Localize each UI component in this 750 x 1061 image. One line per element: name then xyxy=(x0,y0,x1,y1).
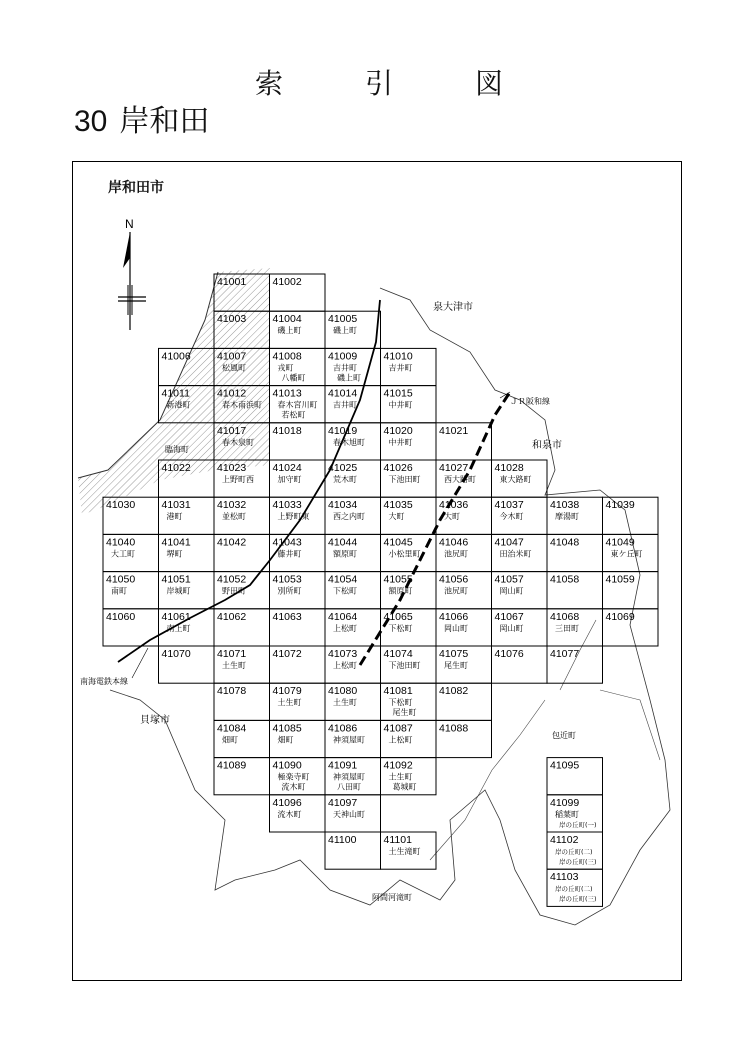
cell-number: 41052 xyxy=(217,573,247,586)
cell-number: 41095 xyxy=(550,759,580,772)
town-name: 額原町 xyxy=(333,549,357,559)
town-name: 港町 xyxy=(166,512,183,522)
map-cell-41048[interactable] xyxy=(547,534,603,571)
cell-number: 41030 xyxy=(106,499,136,512)
map-cell-41100[interactable] xyxy=(325,832,381,869)
cell-number: 41087 xyxy=(383,722,413,735)
map-cell-41018[interactable] xyxy=(270,423,326,460)
cell-number: 41090 xyxy=(272,759,302,772)
map-cell-41081[interactable] xyxy=(381,683,437,720)
map-cell-41059[interactable] xyxy=(603,572,659,609)
cell-number: 41069 xyxy=(605,610,635,623)
cell-number: 41015 xyxy=(383,387,413,400)
cell-number: 41050 xyxy=(106,573,136,586)
heading-char: 引 xyxy=(364,67,395,100)
cell-number: 41065 xyxy=(383,610,413,623)
town-name: 神須屋町 xyxy=(333,735,365,745)
cell-number: 41021 xyxy=(439,424,469,437)
map-cell-41061[interactable] xyxy=(159,609,215,646)
cell-number: 41017 xyxy=(217,424,247,437)
cell-number: 41011 xyxy=(161,387,190,400)
cell-number: 41102 xyxy=(550,834,579,846)
cell-number: 41066 xyxy=(439,610,469,623)
map-cell-41050[interactable] xyxy=(103,572,159,609)
town-name: 岸城町 xyxy=(166,586,191,596)
town-name: 中井町 xyxy=(388,437,413,447)
map-cell-41058[interactable] xyxy=(547,572,603,609)
cell-number: 41081 xyxy=(383,685,413,698)
cell-number: 41061 xyxy=(161,610,191,623)
town-name: 流木町 xyxy=(277,809,302,819)
sheet-name: 岸和田 xyxy=(119,104,210,139)
map-cell-41055[interactable] xyxy=(381,572,437,609)
town-name: 池尻町 xyxy=(444,549,468,559)
town-name: 土生町 xyxy=(222,661,246,670)
town-name: 稲葉町 xyxy=(555,809,579,819)
map-cell-41031[interactable] xyxy=(159,497,215,534)
town-name: 岸の丘町(三) xyxy=(559,858,597,866)
cell-number: 41096 xyxy=(272,796,302,809)
map-cell-41075[interactable] xyxy=(436,646,492,683)
map-cell-41049[interactable] xyxy=(603,534,659,571)
town-name: 中井町 xyxy=(388,400,413,410)
neighbor-izumiotsu: 泉大津市 xyxy=(433,302,473,313)
cell-number: 41026 xyxy=(383,462,413,474)
town-name: 春木旭町 xyxy=(333,437,365,447)
north-arrow-icon xyxy=(118,217,146,330)
town-name: 田治米町 xyxy=(499,549,532,559)
cell-number: 41077 xyxy=(550,648,580,660)
map-cell-41079[interactable] xyxy=(270,683,326,720)
town-name: 上松町 xyxy=(333,623,357,633)
map-cell-41035[interactable] xyxy=(381,497,437,534)
map-cell-41077[interactable] xyxy=(547,646,603,683)
map-cell-41047[interactable] xyxy=(492,534,548,571)
town-name: 東ケ丘町 xyxy=(610,549,643,559)
town-name: 土生町 xyxy=(277,698,302,708)
town-name: 吉井町 xyxy=(333,363,357,373)
town-name: 土生滝町 xyxy=(388,847,421,856)
jr-line-label: ＪＲ阪和線 xyxy=(510,397,550,406)
town-name: 上松町 xyxy=(333,661,357,670)
map-cell-41085[interactable] xyxy=(270,720,326,757)
map-cell-41046[interactable] xyxy=(436,534,492,571)
cell-number: 41073 xyxy=(328,648,358,660)
north-label: N xyxy=(125,217,134,231)
cell-number: 41048 xyxy=(550,536,580,549)
town-name: 神須屋町 xyxy=(333,772,365,782)
town-name: 摩湯町 xyxy=(555,512,579,522)
cell-number: 41057 xyxy=(494,573,524,586)
heading-char: 図 xyxy=(474,67,505,100)
map-cell-41087[interactable] xyxy=(381,720,437,757)
map-cell-41008[interactable] xyxy=(270,348,326,385)
cell-number: 41025 xyxy=(328,462,358,474)
map-cell-41099[interactable] xyxy=(547,795,603,832)
cell-number: 41042 xyxy=(217,536,247,549)
map-cell-41070[interactable] xyxy=(159,646,215,683)
jr-hanwa-line xyxy=(360,392,510,665)
map-cell-41034[interactable] xyxy=(325,497,381,534)
cell-number: 41100 xyxy=(328,834,357,846)
place-hojo: 包近町 xyxy=(552,731,576,740)
town-name: 尾生町 xyxy=(444,661,468,670)
town-name: 天神山町 xyxy=(333,809,365,819)
cell-number: 41020 xyxy=(383,424,413,437)
map-cell-41053[interactable] xyxy=(270,572,326,609)
map-cell-41101[interactable] xyxy=(381,832,437,869)
town-name: 額原町 xyxy=(388,586,413,596)
cell-number: 41091 xyxy=(328,759,358,772)
map-cell-41041[interactable] xyxy=(159,534,215,571)
cell-number: 41035 xyxy=(383,499,413,512)
town-name: 畑町 xyxy=(222,735,238,745)
map-cell-41074[interactable] xyxy=(381,646,437,683)
cell-number: 41028 xyxy=(494,462,524,474)
cell-number: 41043 xyxy=(272,536,302,549)
map-cell-41086[interactable] xyxy=(325,720,381,757)
nankai-label-leader xyxy=(132,648,148,678)
cell-number: 41086 xyxy=(328,722,358,735)
map-cell-41042[interactable] xyxy=(214,534,270,571)
town-name: 大町 xyxy=(388,512,405,522)
town-name: 岸の丘町(三) xyxy=(559,895,597,904)
town-name: 岸の丘町(二) xyxy=(555,885,593,894)
map-cell-41072[interactable] xyxy=(270,646,326,683)
heading-char: 索 xyxy=(255,67,286,100)
cell-number: 41092 xyxy=(383,759,413,772)
cell-number: 41055 xyxy=(383,573,413,586)
map-cell-41080[interactable] xyxy=(325,683,381,720)
cell-number: 41004 xyxy=(272,313,302,326)
town-name: 岸の丘町(一) xyxy=(559,820,597,829)
cell-number: 41024 xyxy=(272,462,302,474)
map-cell-41032[interactable] xyxy=(214,497,270,534)
cell-number: 41054 xyxy=(328,573,358,586)
cell-number: 41008 xyxy=(272,350,302,363)
town-name: 春木宮川町 xyxy=(277,400,318,410)
map-cell-41073[interactable] xyxy=(325,646,381,683)
cell-number: 41034 xyxy=(328,499,358,512)
map-cell-41089[interactable] xyxy=(214,758,270,795)
map-cell-41062[interactable] xyxy=(214,609,270,646)
map-cell-41102[interactable] xyxy=(547,832,603,869)
town-name: 並松町 xyxy=(222,512,246,522)
cell-number: 41071 xyxy=(217,648,247,660)
map-cell-41063[interactable] xyxy=(270,609,326,646)
map-cell-41091[interactable] xyxy=(325,758,381,795)
map-cell-41066[interactable] xyxy=(436,609,492,646)
town-name: 岡山町 xyxy=(499,586,524,596)
town-name: 大町 xyxy=(444,512,460,522)
town-name: 上野町東 xyxy=(277,512,310,522)
map-cell-41082[interactable] xyxy=(436,683,492,720)
map-cell-41064[interactable] xyxy=(325,609,381,646)
town-name: 下池田町 xyxy=(388,475,421,484)
neighbor-izumi: 和泉市 xyxy=(532,440,562,451)
town-name: 八田町 xyxy=(337,782,361,792)
map-cell-41096[interactable] xyxy=(270,795,326,832)
place-akoda: 阿間河滝町 xyxy=(372,893,412,902)
map-cell-41052[interactable] xyxy=(214,572,270,609)
town-name: 岸の丘町(二) xyxy=(555,848,593,856)
town-name: 岡山町 xyxy=(444,623,468,633)
cell-number: 41032 xyxy=(217,499,247,512)
cell-number: 41080 xyxy=(328,685,358,698)
town-name: 畑町 xyxy=(277,735,294,745)
map-cell-41040[interactable] xyxy=(103,534,159,571)
map-cell-41013[interactable] xyxy=(270,386,326,423)
cell-number: 41018 xyxy=(272,424,302,437)
map-cell-41057[interactable] xyxy=(492,572,548,609)
cell-number: 41046 xyxy=(439,536,469,549)
cell-number: 41070 xyxy=(161,648,191,660)
cell-number: 41103 xyxy=(550,871,579,884)
map-cell-41054[interactable] xyxy=(325,572,381,609)
cell-number: 41023 xyxy=(217,462,247,474)
cell-number: 41088 xyxy=(439,722,469,735)
cell-number: 41039 xyxy=(605,499,635,512)
town-name: 磯上町 xyxy=(277,326,302,336)
cell-number: 41010 xyxy=(383,350,413,363)
cell-number: 41074 xyxy=(383,648,413,660)
cell-number: 41014 xyxy=(328,387,358,400)
cell-number: 41059 xyxy=(605,573,635,586)
town-name: 尾生町 xyxy=(392,708,417,718)
cell-number: 41047 xyxy=(494,536,524,549)
town-name: 春木南浜町 xyxy=(222,400,262,410)
town-name: 西大路町 xyxy=(444,475,476,484)
town-name: 三田町 xyxy=(555,623,579,633)
cell-number: 41078 xyxy=(217,685,247,698)
cell-number: 41033 xyxy=(272,499,302,512)
map-cell-41038[interactable] xyxy=(547,497,603,534)
cell-number: 41068 xyxy=(550,610,580,623)
cell-number: 41003 xyxy=(217,313,247,326)
cell-number: 41049 xyxy=(605,536,635,549)
map-cell-41103[interactable] xyxy=(547,869,603,906)
map-cell-41030[interactable] xyxy=(103,497,159,534)
cell-number: 41053 xyxy=(272,573,302,586)
cell-number: 41040 xyxy=(106,536,136,549)
town-name: 別所町 xyxy=(277,586,302,596)
map-cell-41088[interactable] xyxy=(436,720,492,757)
town-name: 下池田町 xyxy=(388,661,421,670)
town-name: 岡山町 xyxy=(499,623,524,633)
town-name: 大工町 xyxy=(111,549,135,559)
cell-number: 41097 xyxy=(328,796,358,809)
cell-number: 41007 xyxy=(217,350,247,363)
cell-number: 41060 xyxy=(106,610,136,623)
town-name: 春木泉町 xyxy=(222,437,254,447)
map-cell-41019[interactable] xyxy=(325,423,381,460)
cell-number: 41044 xyxy=(328,536,358,549)
town-name: 下松町 xyxy=(388,698,413,708)
map-cell-41056[interactable] xyxy=(436,572,492,609)
town-name: 小松里町 xyxy=(388,549,421,559)
map-cell-41078[interactable] xyxy=(214,683,270,720)
map-cell-41076[interactable] xyxy=(492,646,548,683)
cell-number: 41019 xyxy=(328,424,358,437)
map-cell-41067[interactable] xyxy=(492,609,548,646)
town-name: 南町 xyxy=(111,586,127,596)
town-name: 磯上町 xyxy=(337,373,361,383)
town-name: 葛城町 xyxy=(392,782,417,792)
town-name: 今木町 xyxy=(499,512,524,522)
map-cell-41002[interactable] xyxy=(270,274,326,311)
cell-number: 41063 xyxy=(272,610,302,623)
cell-number: 41067 xyxy=(494,610,524,623)
town-name: 流木町 xyxy=(281,782,306,792)
cell-number: 41075 xyxy=(439,648,469,660)
map-cell-41095[interactable] xyxy=(547,758,603,795)
town-name: 若松町 xyxy=(281,410,306,420)
cell-number: 41076 xyxy=(494,648,524,660)
cell-number: 41005 xyxy=(328,313,358,326)
town-name: 磯上町 xyxy=(333,326,357,336)
map-cell-41084[interactable] xyxy=(214,720,270,757)
town-name: 東大路町 xyxy=(499,475,532,484)
cell-number: 41082 xyxy=(439,685,469,698)
map-cell-41010[interactable] xyxy=(381,348,437,385)
cell-number: 41009 xyxy=(328,350,358,363)
cell-number: 41002 xyxy=(272,276,302,288)
cell-number: 41085 xyxy=(272,722,302,735)
cell-number: 41027 xyxy=(439,462,469,474)
town-name: 八幡町 xyxy=(281,373,306,383)
cell-number: 41041 xyxy=(161,536,191,549)
cell-number: 41079 xyxy=(272,685,302,698)
map-cell-41097[interactable] xyxy=(325,795,381,832)
cell-number: 41001 xyxy=(217,276,247,288)
cell-number: 41072 xyxy=(272,648,302,660)
cell-number: 41038 xyxy=(550,499,580,512)
town-name: 藤井町 xyxy=(277,549,302,559)
map-cell-41037[interactable] xyxy=(492,497,548,534)
town-name: 西之内町 xyxy=(333,512,365,522)
town-name: 堺町 xyxy=(166,549,183,559)
town-name: 新港町 xyxy=(166,400,191,410)
city-label: 岸和田市 xyxy=(108,180,164,196)
map-cell-41044[interactable] xyxy=(325,534,381,571)
town-name: 池尻町 xyxy=(444,586,468,596)
town-name: 野田町 xyxy=(222,586,246,596)
cell-number: 41062 xyxy=(217,610,247,623)
cell-number: 41045 xyxy=(383,536,413,549)
neighbor-kaizuka: 貝塚市 xyxy=(140,715,170,726)
cell-number: 41056 xyxy=(439,573,469,586)
map-cell-41026[interactable] xyxy=(381,460,437,497)
town-name: 荒木町 xyxy=(333,475,357,484)
cell-number: 41058 xyxy=(550,573,580,586)
town-name: 吉井町 xyxy=(333,400,357,410)
map-cell-41051[interactable] xyxy=(159,572,215,609)
map-cell-41068[interactable] xyxy=(547,609,603,646)
cell-number: 41051 xyxy=(161,573,191,586)
map-cell-41004[interactable] xyxy=(270,311,326,348)
town-name: 下松町 xyxy=(388,623,413,633)
cell-number: 41031 xyxy=(161,499,191,512)
map-cell-41071[interactable] xyxy=(214,646,270,683)
town-name: 下松町 xyxy=(333,586,357,596)
cell-number: 41099 xyxy=(550,796,580,809)
map-cell-41015[interactable] xyxy=(381,386,437,423)
map-cell-41033[interactable] xyxy=(270,497,326,534)
town-name: 加守町 xyxy=(277,475,302,484)
map-cell-41043[interactable] xyxy=(270,534,326,571)
town-name: 土生町 xyxy=(388,772,413,782)
map-cell-41045[interactable] xyxy=(381,534,437,571)
map-cell-41065[interactable] xyxy=(381,609,437,646)
cell-number: 41022 xyxy=(161,462,191,474)
map-cell-41090[interactable] xyxy=(270,758,326,795)
place-rinkai: 臨海町 xyxy=(165,445,189,454)
sheet-number: 30 xyxy=(74,105,108,138)
cell-number: 41089 xyxy=(217,759,247,772)
town-name: 戎町 xyxy=(277,363,294,373)
map-cell-41036[interactable] xyxy=(436,497,492,534)
cell-number: 41037 xyxy=(494,499,524,512)
town-name: 上松町 xyxy=(388,735,413,745)
map-cell-41005[interactable] xyxy=(325,311,381,348)
map-cell-41020[interactable] xyxy=(381,423,437,460)
cell-number: 41036 xyxy=(439,499,469,512)
town-name: 南上町 xyxy=(166,623,191,633)
map-cell-41092[interactable] xyxy=(381,758,437,795)
map-cell-41025[interactable] xyxy=(325,460,381,497)
nankai-line-label: 南海電鉄本線 xyxy=(80,677,128,686)
cell-number: 41084 xyxy=(217,722,247,735)
town-name: 吉井町 xyxy=(388,363,413,373)
town-name: 上野町西 xyxy=(222,475,254,484)
cell-number: 41012 xyxy=(217,387,247,400)
cell-number: 41064 xyxy=(328,610,358,623)
town-name: 松風町 xyxy=(222,363,246,373)
town-name: 土生町 xyxy=(333,698,357,708)
cell-number: 41013 xyxy=(272,387,302,400)
map-cell-41039[interactable] xyxy=(603,497,659,534)
cell-number: 41006 xyxy=(161,350,191,363)
town-name: 極楽寺町 xyxy=(277,772,310,782)
map-cell-41027[interactable] xyxy=(436,460,492,497)
cell-number: 41101 xyxy=(383,834,412,846)
map-cell-41028[interactable] xyxy=(492,460,548,497)
